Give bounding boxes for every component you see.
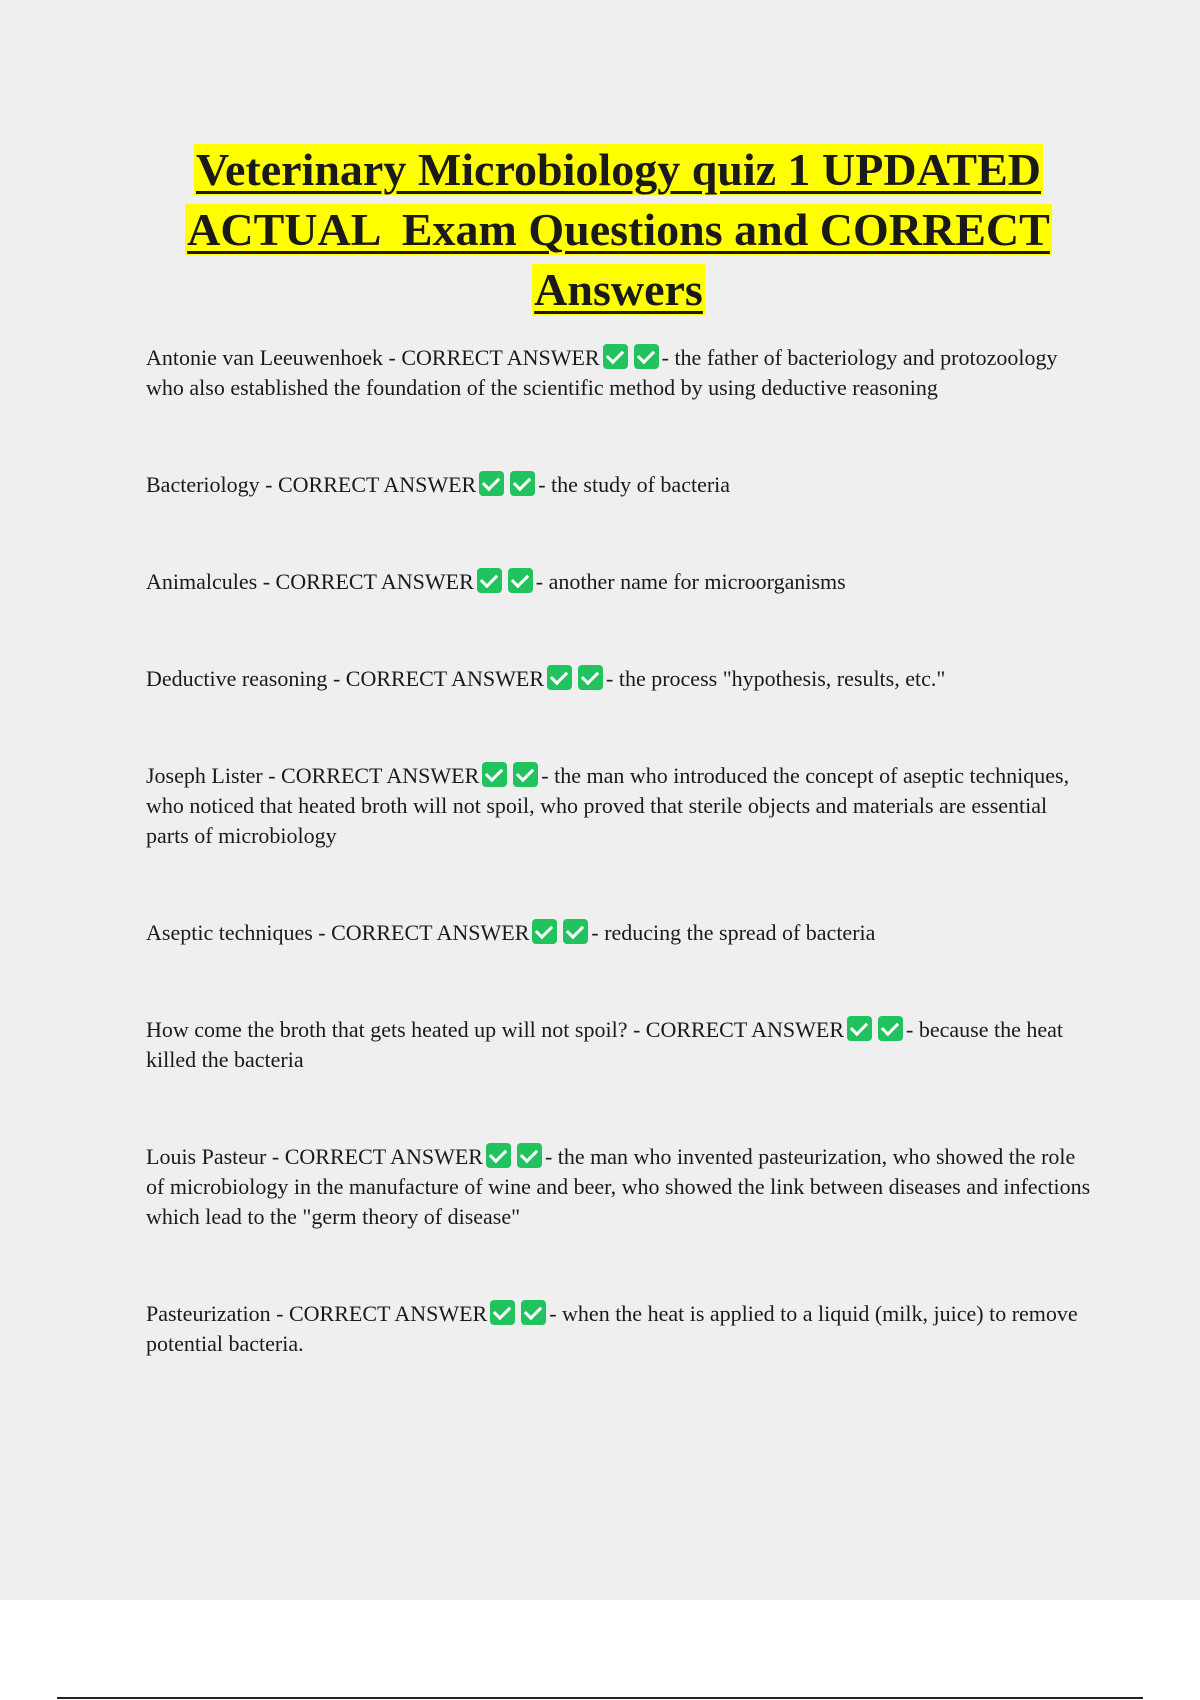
correct-answer-label: CORRECT ANSWER (284, 1144, 483, 1169)
correct-answer-label: CORRECT ANSWER (288, 1301, 488, 1326)
correct-answer-label: CORRECT ANSWER (281, 763, 480, 788)
check-box-icon (517, 1143, 542, 1168)
check-box-icon (634, 344, 659, 369)
check-box-icon (482, 762, 507, 787)
qa-item: Joseph Lister - CORRECT ANSWER - the man who introduced the concept of aseptic techniques, who noticed that heated broth will not spoil, who proved that sterile objects and materials are essential parts of microbiology (146, 763, 1070, 848)
footer-rule (57, 1697, 1143, 1699)
correct-answer-label: CORRECT ANSWER (277, 472, 477, 497)
qa-item: Bacteriology - CORRECT ANSWER - the study of bacteria (146, 472, 731, 497)
qa-answer: reducing the spread of bacteria (604, 920, 876, 945)
check-box-icon (532, 919, 557, 944)
correct-answer-label: CORRECT ANSWER (275, 569, 474, 594)
qa-item: Antonie van Leeuwenhoek - CORRECT ANSWER - the father of bacteriology and protozoology who also established the foundation of the scientific method by using deductive reasoning (146, 345, 1058, 400)
check-box-icon (878, 1016, 903, 1041)
check-box-icon (603, 344, 628, 369)
check-box-icon (510, 471, 535, 496)
qa-item: Pasteurization - CORRECT ANSWER - when the heat is applied to a liquid (milk, juice) to remove potential bacteria. (146, 1301, 1078, 1356)
qa-term: Animalcules (146, 569, 258, 594)
qa-term: Pasteurization (146, 1301, 271, 1326)
qa-item: Aseptic techniques - CORRECT ANSWER - reducing the spread of bacteria (146, 920, 876, 945)
qa-answer: the study of bacteria (551, 472, 731, 497)
check-box-icon (513, 762, 538, 787)
qa-term: Louis Pasteur (146, 1144, 267, 1169)
check-box-icon (508, 568, 533, 593)
qa-term: Antonie van Leeuwenhoek (146, 345, 384, 370)
qa-answer: the man who invented pasteurization, who showed the role of microbiology in the manufacture of wine and beer, who showed the link between diseases and infections which lead to the "germ theory of disease" (146, 1144, 1091, 1229)
qa-answer: when the heat is applied to a liquid (milk, juice) to remove potential bacteria. (146, 1301, 1078, 1356)
qa-term: How come the broth that gets heated up will not spoil? (146, 1017, 628, 1042)
title-line: ACTUAL Exam Questions and CORRECT (187, 204, 1050, 255)
qa-answer: another name for microorganisms (548, 569, 846, 594)
check-box-icon (847, 1016, 872, 1041)
check-box-icon (490, 1300, 515, 1325)
correct-answer-label: CORRECT ANSWER (345, 666, 545, 691)
qa-term: Bacteriology (146, 472, 260, 497)
qa-term: Joseph Lister (146, 763, 263, 788)
qa-term: Deductive reasoning (146, 666, 328, 691)
qa-answer: because the heat killed the bacteria (146, 1017, 1064, 1072)
qa-item: Animalcules - CORRECT ANSWER - another name for microorganisms (146, 569, 846, 594)
check-box-icon (486, 1143, 511, 1168)
correct-answer-label: CORRECT ANSWER (645, 1017, 845, 1042)
check-box-icon (578, 665, 603, 690)
check-box-icon (547, 665, 572, 690)
check-box-icon (479, 471, 504, 496)
qa-list (146, 343, 1091, 1359)
qa-answer: the father of bacteriology and protozoology who also established the foundation of the scientific method by using deductive reasoning (146, 345, 1058, 400)
qa-answer: the man who introduced the concept of aseptic techniques, who noticed that heated broth will not spoil, who proved that sterile objects and materials are essential parts of microbiology (146, 763, 1070, 848)
document-title (120, 140, 1117, 320)
qa-answer: the process "hypothesis, results, etc." (618, 666, 946, 691)
check-box-icon (477, 568, 502, 593)
qa-term: Aseptic techniques (146, 920, 313, 945)
check-box-icon (521, 1300, 546, 1325)
title-line: Veterinary Microbiology quiz 1 UPDATED (196, 144, 1041, 195)
qa-item: How come the broth that gets heated up will not spoil? - CORRECT ANSWER - because the heat killed the bacteria (146, 1017, 1064, 1072)
check-box-icon (563, 919, 588, 944)
title-line: Answers (534, 264, 703, 315)
correct-answer-label: CORRECT ANSWER (331, 920, 530, 945)
qa-item: Louis Pasteur - CORRECT ANSWER - the man who invented pasteurization, who showed the role of microbiology in the manufacture of wine and beer, who showed the link between diseases and infections which lead to the "germ theory of disease" (146, 1144, 1091, 1229)
correct-answer-label: CORRECT ANSWER (401, 345, 600, 370)
qa-item: Deductive reasoning - CORRECT ANSWER - the process "hypothesis, results, etc." (146, 666, 946, 691)
